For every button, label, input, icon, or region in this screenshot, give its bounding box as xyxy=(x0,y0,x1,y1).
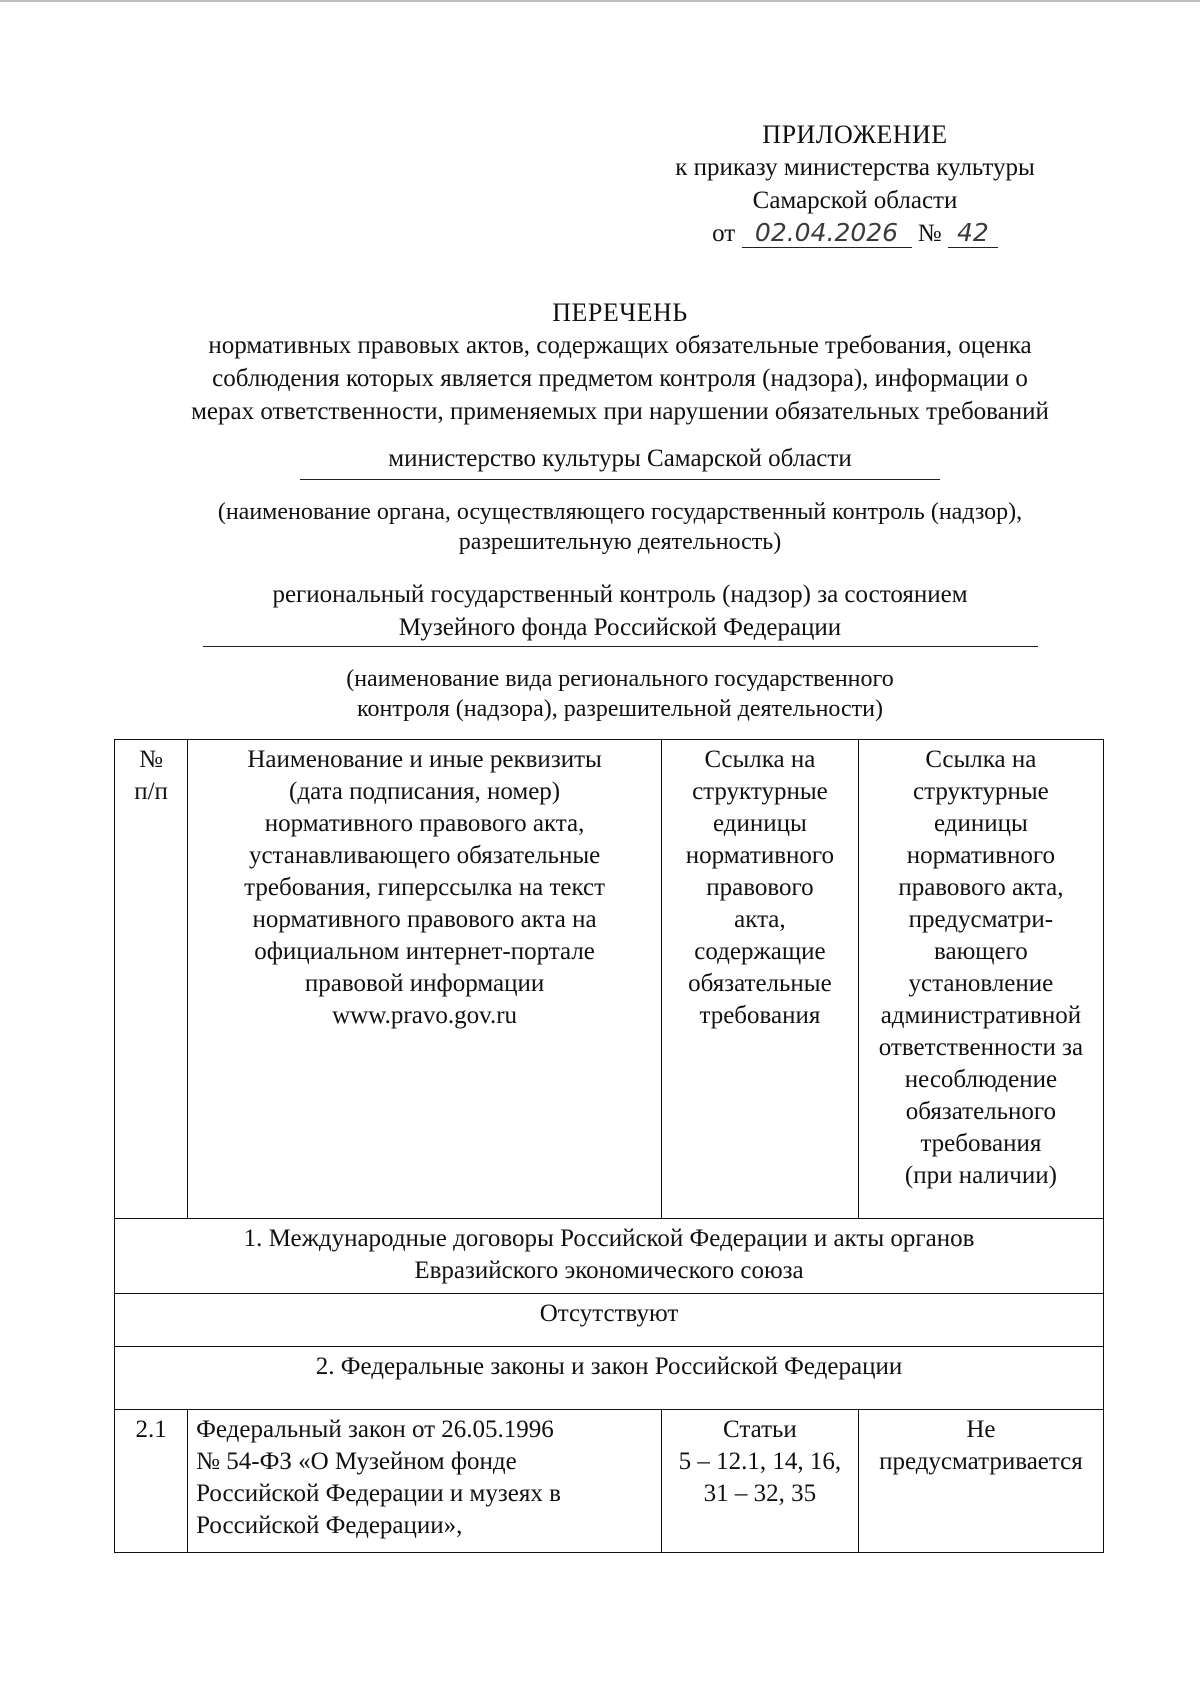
header-adm-line: требования xyxy=(920,1130,1042,1157)
header-adm-line: Ссылка на xyxy=(925,746,1037,773)
regulations-table xyxy=(114,739,1104,1553)
header-name-line: правовой информации xyxy=(304,970,545,997)
header-adm-line: несоблюдение xyxy=(904,1066,1058,1093)
header-name-line: официальном интернет-портале xyxy=(254,938,595,965)
header-adm-line: административной xyxy=(880,1002,1082,1029)
order-number: 42 xyxy=(948,219,998,248)
header-adm-line: единицы xyxy=(933,810,1028,837)
header-name-line: (дата подписания, номер) xyxy=(289,778,561,805)
row-liability-reference xyxy=(858,1410,1103,1553)
control-type-line-2: Музейного фонда Российской Федерации xyxy=(203,611,1038,647)
header-name-line: нормативного правового акта на xyxy=(252,906,597,933)
row-adm-line: предусматривается xyxy=(879,1448,1083,1475)
list-title-block xyxy=(120,296,1120,428)
control-caption xyxy=(120,664,1120,724)
row-name-line: Российской Федерации», xyxy=(196,1512,463,1539)
header-name-line: устанавливающего обязательные xyxy=(248,842,601,869)
order-date-number-line xyxy=(630,217,1080,250)
row-requirement-reference xyxy=(662,1410,859,1553)
header-ref-line: требования xyxy=(699,1002,821,1029)
section-line: Евразийского экономического союза xyxy=(414,1257,804,1284)
table-row xyxy=(115,1410,1104,1553)
header-name-line: www.pravo.gov.ru xyxy=(332,1002,518,1029)
number-label: № xyxy=(917,220,942,247)
organization-caption-line-2: разрешительную деятельность) xyxy=(458,529,782,555)
appendix-line-2: Самарской области xyxy=(752,187,958,214)
section-line: 1. Международные договоры Российской Федерации и акты органов xyxy=(243,1225,975,1252)
section-row-international xyxy=(115,1219,1104,1294)
header-adm-line: структурные xyxy=(913,778,1049,805)
appendix-header xyxy=(630,118,1080,250)
header-name-line: требования, гиперссылка на текст xyxy=(244,874,606,901)
row-ref-line: 5 – 12.1, 14, 16, xyxy=(678,1448,842,1475)
header-ref-line: Ссылка на xyxy=(704,746,816,773)
absent-text: Отсутствуют xyxy=(115,1294,1104,1347)
page-top-edge xyxy=(0,0,1200,2)
row-act-name xyxy=(188,1410,662,1553)
control-type-block xyxy=(120,578,1120,647)
list-title: ПЕРЕЧЕНЬ xyxy=(552,298,688,327)
header-adm-line: правового акта, xyxy=(898,874,1064,901)
header-number-line: № xyxy=(139,746,163,773)
row-ref-line: Статьи xyxy=(723,1416,797,1443)
row-number: 2.1 xyxy=(115,1410,188,1553)
organization-caption-line-1: (наименование органа, осуществляющего государственный контроль (надзор), xyxy=(217,499,1023,525)
header-adm-line: ответственности за xyxy=(878,1034,1084,1061)
header-name-line: нормативного правового акта, xyxy=(264,810,585,837)
row-name-line: № 54-ФЗ «О Музейном фонде xyxy=(196,1448,517,1475)
row-name-line: Российской Федерации и музеях в xyxy=(196,1480,561,1507)
table-header-row xyxy=(115,740,1104,1219)
list-subtitle-line-2: соблюдения которых является предметом контроля (надзора), информации о xyxy=(212,365,1028,392)
section-title-federal-laws: 2. Федеральные законы и закон Российской Федерации xyxy=(115,1347,1104,1410)
header-adm-line: обязательного xyxy=(905,1098,1057,1125)
header-ref-line: структурные xyxy=(692,778,828,805)
header-adm-line: предусматри- xyxy=(908,906,1054,933)
control-type-line-1: региональный государственный контроль (надзор) за состоянием xyxy=(272,581,968,608)
row-name-line: Федеральный закон от 26.05.1996 xyxy=(196,1416,554,1443)
header-ref-line: единицы xyxy=(713,810,807,837)
header-liability-reference xyxy=(858,740,1103,1219)
appendix-line-1: к приказу министерства культуры xyxy=(675,154,1035,181)
list-subtitle-line-3: мерах ответственности, применяемых при нарушении обязательных требований xyxy=(191,398,1049,425)
header-number xyxy=(115,740,188,1219)
header-ref-line: нормативного xyxy=(685,842,835,869)
organization-caption xyxy=(120,497,1120,557)
control-caption-line-1: (наименование вида регионального государственного xyxy=(346,666,894,692)
order-date: 02.04.2026 xyxy=(742,219,912,248)
header-adm-line: (при наличии) xyxy=(904,1162,1057,1189)
appendix-title: ПРИЛОЖЕНИЕ xyxy=(762,120,948,149)
section-title-international xyxy=(115,1219,1104,1294)
header-ref-line: содержащие xyxy=(694,938,826,965)
organization-name: министерство культуры Самарской области xyxy=(300,442,940,480)
header-name-line: Наименование и иные реквизиты xyxy=(247,746,602,773)
header-adm-line: вающего xyxy=(934,938,1028,965)
control-caption-line-2: контроля (надзора), разрешительной деятельности) xyxy=(357,696,883,722)
organization-block xyxy=(120,442,1120,480)
header-adm-line: нормативного xyxy=(906,842,1055,869)
row-adm-line: Не xyxy=(966,1416,996,1443)
header-ref-line: правового xyxy=(706,874,814,901)
section-row-federal-laws xyxy=(115,1347,1104,1410)
header-number-line: п/п xyxy=(134,778,168,805)
list-subtitle-line-1: нормативных правовых актов, содержащих обязательные требования, оценка xyxy=(208,332,1032,359)
header-ref-line: обязательные xyxy=(688,970,832,997)
header-act-name xyxy=(188,740,662,1219)
header-ref-line: акта, xyxy=(734,906,786,933)
absent-row xyxy=(115,1294,1104,1347)
header-adm-line: установление xyxy=(908,970,1054,997)
header-requirement-reference xyxy=(662,740,859,1219)
row-ref-line: 31 – 32, 35 xyxy=(703,1480,817,1507)
from-label: от xyxy=(712,220,736,247)
